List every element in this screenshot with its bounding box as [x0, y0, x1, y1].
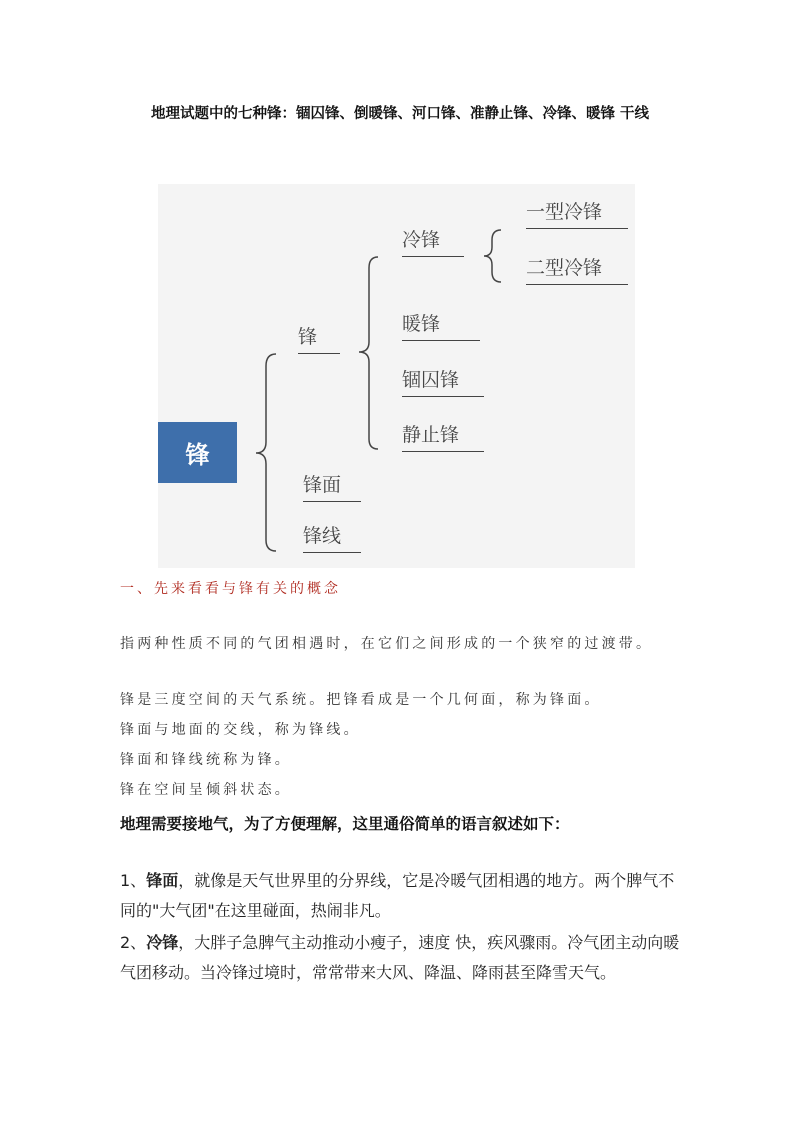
item-cold-front — [120, 928, 680, 988]
node-occluded-front: 锢囚锋 — [402, 365, 484, 397]
paragraph-definition: 指两种性质不同的气团相遇时，在它们之间形成的一个狭窄的过渡带。 — [120, 636, 654, 652]
item-text: ，就像是天气世界里的分界线，它是冷暖气团相遇的地方。两个脾气不同的"大气团"在这里碰面，热闹非凡。 — [120, 871, 675, 920]
node-front-surface: 锋面 — [303, 470, 361, 502]
root-node: 锋 — [158, 422, 237, 483]
item-term: 冷锋 — [146, 933, 179, 952]
node-front: 锋 — [298, 322, 340, 354]
paragraph-3d-system: 锋是三度空间的天气系统。把锋看成是一个几何面，称为锋面。 — [120, 692, 602, 708]
paragraph-front-line: 锋面与地面的交线，称为锋线。 — [120, 722, 361, 738]
root-bracket — [256, 354, 276, 551]
node-stationary-front: 静止锋 — [402, 420, 484, 452]
document-title: 地理试题中的七种锋：锢囚锋、倒暖锋、河口锋、准静止锋、冷锋、暖锋 干线 — [150, 106, 650, 122]
node-type2-cold-front: 二型冷锋 — [526, 253, 628, 285]
front-bracket — [359, 257, 378, 449]
plain-language-heading: 地理需要接地气，为了方便理解，这里通俗简单的语言叙述如下： — [120, 815, 570, 833]
section-heading: 一、先来看看与锋有关的概念 — [120, 581, 341, 597]
item-front-surface — [120, 866, 680, 926]
node-cold-front: 冷锋 — [402, 225, 464, 257]
node-type1-cold-front: 一型冷锋 — [526, 197, 628, 229]
item-number: 1、 — [120, 871, 147, 890]
paragraph-collective: 锋面和锋线统称为锋。 — [120, 752, 292, 768]
item-text: ，大胖子急脾气主动推动小瘦子，速度 快，疾风骤雨。冷气团主动向暖气团移动。当冷锋过境时，常常带来大风、降温、降雨甚至降雪天气。 — [120, 933, 680, 982]
front-concept-map — [158, 184, 635, 568]
paragraph-tilt: 锋在空间呈倾斜状态。 — [120, 782, 292, 798]
item-number: 2、 — [120, 933, 147, 952]
cold-front-bracket — [484, 230, 501, 282]
diagram-brackets — [158, 184, 635, 568]
node-front-line: 锋线 — [303, 521, 361, 553]
item-term: 锋面 — [146, 871, 179, 890]
node-warm-front: 暖锋 — [402, 309, 480, 341]
